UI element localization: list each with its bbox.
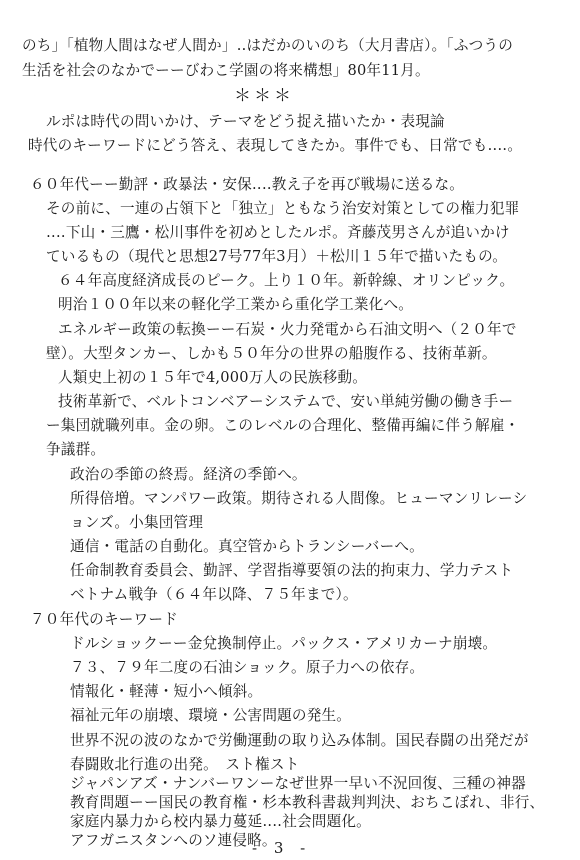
- text-line: ー集団就職列車。金の卵。このレベルの合理化、整備再編に伴う解雇・: [46, 417, 520, 434]
- text-line: 明治１００年以来の軽化学工業から重化学工業化へ。: [58, 296, 414, 313]
- text-line: 教育問題ーー国民の教育権・杉本教科書裁判判決、おちこぼれ、非行、: [70, 794, 545, 811]
- text-line: 政治の季節の終焉。経済の季節へ。: [70, 466, 307, 483]
- section-separator: ＊＊＊: [234, 86, 294, 106]
- text-line: アフガニスタンへのソ連侵略。: [70, 832, 277, 849]
- section-heading: ７０年代のキーワード: [30, 611, 178, 628]
- text-line: ているもの（現代と思想27号77年3月）＋松川１５年で描いたもの。: [46, 248, 508, 265]
- text-line: 家庭内暴力から校内暴力蔓延‥‥社会問題化。: [70, 813, 371, 830]
- text-line: ベトナム戦争（６４年以降、７５年まで）。: [70, 586, 358, 603]
- text-line: 所得倍増。マンパワー政策。期待される人間像。ヒューマンリレーシ: [70, 490, 528, 507]
- text-line: のち」「植物人間はなぜ人間か」‥はだかのいのち（大月書店）。「ふつうの: [22, 37, 514, 54]
- text-line: その前に、一連の占領下と「独立」ともなう治安対策としての権力犯罪: [46, 200, 520, 217]
- text-line: ョンズ。小集団管理: [70, 514, 204, 531]
- text-line: 世界不況の波のなかで労働運動の取り込み体制。国民春闘の出発だが: [70, 732, 529, 749]
- text-line: 任命制教育委員会、勤評、学習指導要領の法的拘束力、学力テスト: [70, 562, 514, 579]
- text-line: 通信・電話の自動化。真空管からトランシーバーへ。: [70, 538, 424, 555]
- text-line: ドルショックーー金兌換制停止。パックス・アメリカーナ崩壊。: [70, 635, 498, 652]
- text-line: 争議群。: [46, 441, 106, 458]
- text-line: 情報化・軽薄・短小へ傾斜。: [70, 683, 263, 700]
- page-number: - 3 -: [252, 839, 312, 857]
- text-line: ルポは時代の問いかけ、テーマをどう捉え描いたか・表現論: [46, 113, 445, 130]
- text-line: ジャパンアズ・ナンバーワンーなぜ世界一早い不況回復、三種の神器: [70, 775, 526, 792]
- text-line: 福祉元年の崩壊、環境・公害問題の発生。: [70, 707, 352, 724]
- section-heading: ６０年代ーー勤評・政暴法・安保‥‥教え子を再び戦場に送るな。: [30, 176, 465, 193]
- text-line: ‥‥下山・三鷹・松川事件を初めとしたルポ。斉藤茂男さんが追いかけ: [46, 224, 510, 241]
- text-line: ７３、７９年二度の石油ショック。原子力への依存。: [70, 659, 425, 676]
- text-line: 生活を社会のなかでーーびわこ学園の将来構想」80年11月。: [22, 62, 430, 79]
- text-line: ６４年高度経済成長のピーク。上り１０年。新幹線、オリンピック。: [58, 272, 515, 289]
- text-line: 技術革新で、ベルトコンベアーシステムで、安い単純労働の働き手ー: [58, 393, 514, 410]
- text-line: 人類史上初の１５年で4,000万人の民族移動。: [58, 369, 368, 386]
- text-line: 春闘敗北行進の出発。 スト権スト: [70, 756, 300, 773]
- text-line: 壁）。大型タンカー、しかも５０年分の世界の船腹作る、技術革新。: [46, 345, 497, 362]
- text-line: エネルギー政策の転換ーー石炭・火力発電から石油文明へ（２０年で: [58, 321, 517, 338]
- text-line: 時代のキーワードにどう答え、表現してきたか。事件でも、日常でも‥‥。: [28, 137, 523, 154]
